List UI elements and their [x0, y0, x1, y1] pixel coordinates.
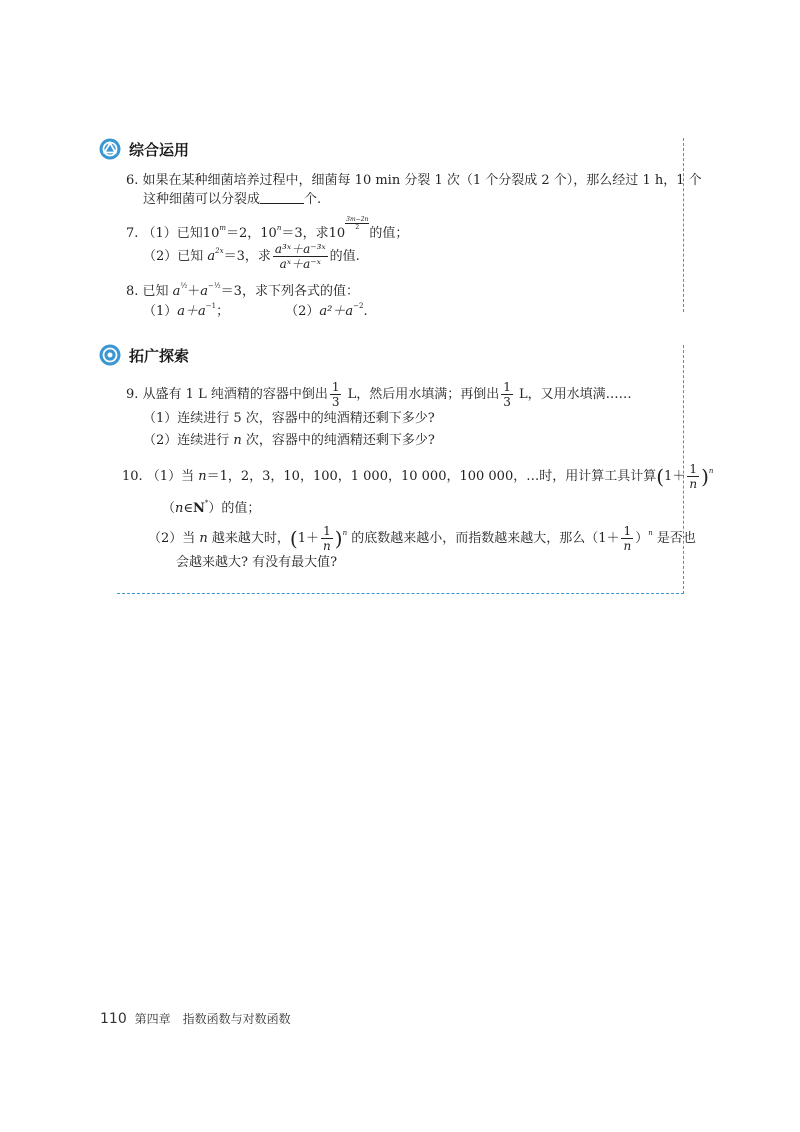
question-8-line-1: 8. 已知 $a^{\frac{1}{2}}+a^{-\frac{1}{2}}=3$，求下列各式的值：	[126, 282, 359, 299]
chapter-title: 第四章 指数函数与对数函数	[134, 1012, 291, 1026]
question-7-line-2: （2）已知 $a^{2x}=3$，求 $\frac{\text{a³ˣ＋a⁻³ˣ}}{\text{aˣ＋a⁻ˣ}}$ 的值.	[143, 242, 360, 271]
question-10-line-4: 会越来越大? 有没有最大值?	[176, 555, 338, 570]
question-10-line-1: 10. （1）当 n＝1，2，3，10，100，1 000，10 000，100 000，…时，用计算工具计算(1＋ $\frac{1}{n}$ )$^n$	[122, 462, 714, 491]
one-over-n-fraction: $\frac{1}{n}$	[689, 462, 698, 491]
section-heading-comprehensive	[99, 138, 189, 160]
section-title: 拓广探索	[129, 346, 190, 365]
question-9-line-2: （1）连续进行 5 次，容器中的纯酒精还剩下多少?	[143, 411, 435, 426]
page-number: 110	[100, 1011, 127, 1027]
section-title: 综合运用	[129, 140, 190, 159]
question-6-line-1: 6. 如果在某种细菌培养过程中，细菌每 10 min 分裂 1 次（1 个分裂成 2 个），那么经过 1 h，1 个	[126, 173, 702, 188]
exponent-fraction: $\frac{3m-2n}{2}$	[346, 216, 369, 231]
one-third-fraction: $\frac{1}{3}$	[503, 380, 511, 409]
answer-blank	[260, 191, 304, 204]
one-over-n-fraction: $\frac{1}{n}$	[623, 524, 632, 553]
triangle-swirl-icon	[99, 138, 121, 160]
question-10-line-3: （2）当 n 越来越大时，(1＋ $\frac{1}{n}$ )$^n$ 的底数越来越小，而指数越来越大，那么（1＋ $\frac{1}{n}$ ）$^n$ 是否也	[148, 524, 696, 553]
question-9-line-3: （2）连续进行 n 次，容器中的纯酒精还剩下多少?	[143, 433, 435, 448]
expression-fraction: $\frac{\text{a³ˣ＋a⁻³ˣ}}{\text{aˣ＋a⁻ˣ}}$	[274, 242, 326, 271]
page-footer	[100, 1010, 291, 1027]
one-third-fraction: $\frac{1}{3}$	[331, 380, 340, 409]
section-heading-extension	[99, 344, 189, 366]
one-over-n-fraction: $\frac{1}{n}$	[323, 524, 331, 553]
question-9-line-1: 9. 从盛有 1 L 纯酒精的容器中倒出 $\frac{1}{3}$ L，然后用水填满；再倒出 $\frac{1}{3}$ L，又用水填满……	[126, 380, 632, 409]
question-10-line-2: （n∈N*）的值；	[162, 499, 261, 516]
question-6-line-2: 这种细菌可以分裂成 个.	[143, 192, 322, 207]
spiral-icon	[99, 344, 121, 366]
question-8-line-2: $(1)a+a^{-1}$； $(2)a^2+a^{-2}$.	[143, 302, 368, 319]
question-7-line-1: 7. （1）已知$10^m=2$，$10^n=3$，求10 $\frac{3m-2n}{2}$ 的值；	[126, 216, 409, 241]
